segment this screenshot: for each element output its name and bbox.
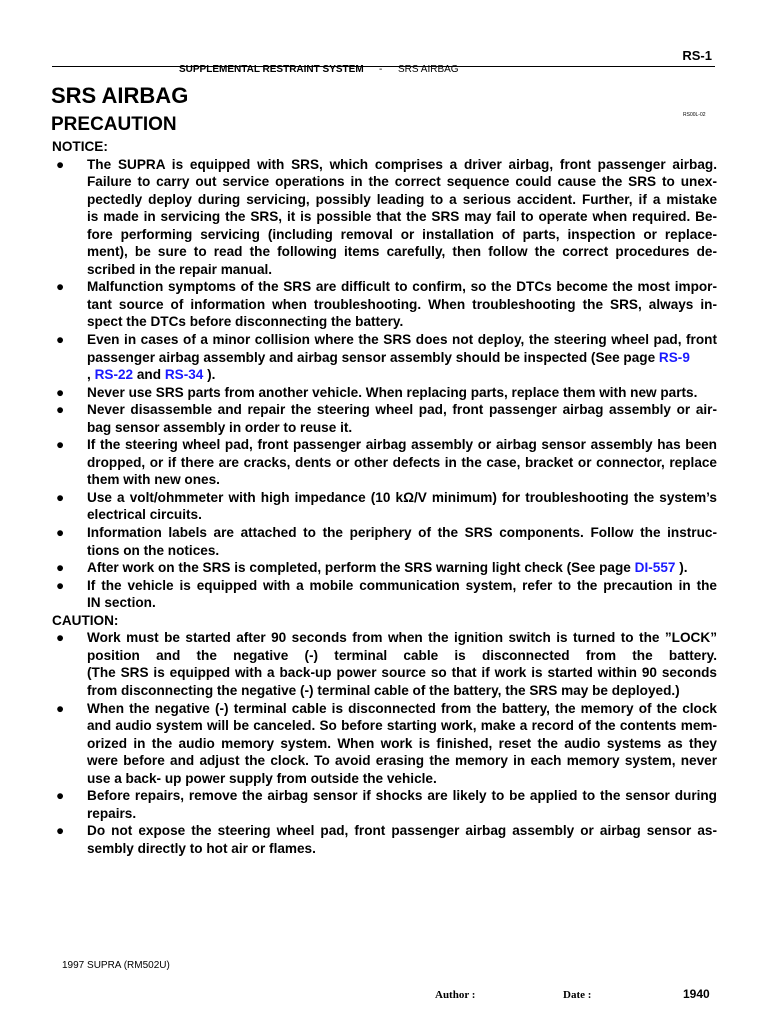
- item-line: Use a volt/ohmmeter with high impedance (10 kΩ/V minimum) for troubleshooting the system’s: [87, 489, 717, 505]
- caution-list: [52, 629, 717, 857]
- bullet-icon: ●: [56, 489, 65, 505]
- item-line: fore performing servicing (including removal or installation of parts, inspection or replace-: [87, 226, 717, 242]
- item-line: bag sensor assembly in order to reuse it.: [87, 419, 353, 435]
- item-line: them with new ones.: [87, 472, 220, 488]
- item-line: repairs.: [87, 805, 137, 821]
- footer-author-label: Author :: [435, 989, 476, 1001]
- item-line: Malfunction symptoms of the SRS are difficult to confirm, so the DTCs become the most impor-: [87, 279, 717, 295]
- caution-item: [52, 700, 717, 788]
- link-tail: ).: [207, 367, 216, 383]
- page-link[interactable]: RS-22: [94, 367, 134, 383]
- item-line: scribed in the repair manual.: [87, 261, 273, 277]
- caution-item: [52, 629, 717, 699]
- item-line: Failure to carry out service operations in the correct sequence could cause the SRS to unex-: [87, 174, 717, 190]
- notice-item: [52, 577, 717, 612]
- item-line: If the steering wheel pad, front passenger airbag assembly or airbag sensor assembly has been: [87, 437, 717, 453]
- item-line: The SUPRA is equipped with SRS, which comprises a driver airbag, front passenger airbag.: [87, 156, 717, 172]
- footer-page-number: 1940: [683, 987, 710, 1001]
- bullet-icon: ●: [56, 332, 65, 348]
- item-line-wrap: [87, 366, 717, 384]
- item-line: tions on the notices.: [87, 542, 220, 558]
- section-title: PRECAUTION: [51, 114, 177, 135]
- item-line-wrap: [87, 349, 717, 367]
- item-line: spect the DTCs before disconnecting the battery.: [87, 314, 404, 330]
- notice-item: [52, 489, 717, 524]
- caution-label: CAUTION:: [52, 612, 119, 628]
- notice-label: NOTICE:: [52, 139, 108, 154]
- header-subsection: SRS AIRBAG: [398, 64, 459, 75]
- caution-item: [52, 822, 717, 857]
- bullet-icon: ●: [56, 279, 65, 295]
- item-line: ment), be sure to read the following items carefully, then follow the correct procedures de-: [87, 244, 717, 260]
- footer-date-label: Date :: [563, 989, 592, 1001]
- page-title: SRS AIRBAG: [51, 83, 189, 108]
- item-line: Do not expose the steering wheel pad, front passenger airbag assembly or airbag sensor as-: [87, 823, 717, 839]
- bullet-icon: ●: [56, 525, 65, 541]
- page-link[interactable]: DI-557: [634, 560, 676, 576]
- item-line: from disconnecting the negative (-) terminal cable of the battery, the SRS may be deployed.): [87, 682, 680, 698]
- item-line: IN section.: [87, 595, 156, 611]
- item-line: Work must be started after 90 seconds from when the ignition switch is turned to the ”LOCK”: [87, 630, 717, 646]
- bullet-icon: ●: [56, 156, 65, 172]
- item-line: dropped, or if there are cracks, dents or other defects in the case, bracket or connector, replace: [87, 454, 717, 470]
- notice-item: [52, 156, 717, 279]
- item-line: use a back- up power supply from outside the vehicle.: [87, 770, 437, 786]
- item-line: If the vehicle is equipped with a mobile communication system, refer to the precaution in the: [87, 577, 717, 593]
- bullet-icon: ●: [56, 437, 65, 453]
- item-text: passenger airbag assembly and airbag sensor assembly should be inspected (See page: [87, 349, 659, 365]
- item-line: pectedly deploy during servicing, possibly leading to a serious accident. Further, if a mistake: [87, 191, 717, 207]
- page-link[interactable]: RS-34: [164, 367, 204, 383]
- notice-item: [52, 436, 717, 489]
- item-line: tant source of information when troubleshooting. When troubleshooting the SRS, always in-: [87, 296, 717, 312]
- bullet-icon: ●: [56, 384, 65, 400]
- bullet-icon: ●: [56, 788, 65, 804]
- item-line: were before and adjust the clock. To avoid erasing the memory in each memory system, never: [87, 753, 717, 769]
- notice-item: [52, 559, 717, 577]
- document-body: [52, 138, 717, 857]
- item-line: Never use SRS parts from another vehicle. When replacing parts, replace them with new parts.: [87, 384, 698, 400]
- item-line: (The SRS is equipped with a back-up power source so that if work is started within 90 seconds: [87, 665, 717, 681]
- item-line: is made in servicing the SRS, it is possible that the SRS may fail to operate when required. Be-: [87, 209, 717, 225]
- header-section: SUPPLEMENTAL RESTRAINT SYSTEM: [179, 64, 364, 75]
- notice-item: [52, 278, 717, 331]
- link-tail: ).: [679, 560, 688, 576]
- header-rule: [52, 66, 715, 67]
- item-line: position and the negative (-) terminal cable is disconnected from the battery.: [87, 647, 717, 663]
- reference-code: RS00L-02: [683, 112, 706, 118]
- item-line: electrical circuits.: [87, 507, 202, 523]
- item-line: orized in the audio memory system. When work is finished, reset the audio systems as they: [87, 735, 717, 751]
- item-line: Even in cases of a minor collision where the SRS does not deploy, the steering wheel pad, front: [87, 332, 717, 348]
- footer-model: 1997 SUPRA (RM502U): [62, 960, 170, 971]
- bullet-icon: ●: [56, 402, 65, 418]
- bullet-icon: ●: [56, 823, 65, 839]
- bullet-icon: ●: [56, 577, 65, 593]
- header-separator: -: [379, 64, 383, 75]
- link-separator: ,: [87, 367, 91, 383]
- item-line: Information labels are attached to the periphery of the SRS components. Follow the instruc-: [87, 525, 717, 541]
- page-id: RS-1: [682, 48, 712, 63]
- caution-item: [52, 787, 717, 822]
- item-line: and audio system will be canceled. So before starting work, make a record of the contents mem-: [87, 718, 717, 734]
- notice-item: [52, 384, 717, 402]
- item-line: sembly directly to hot air or flames.: [87, 840, 316, 856]
- item-line-wrap: [87, 559, 717, 577]
- bullet-icon: ●: [56, 560, 65, 576]
- item-line: When the negative (-) terminal cable is disconnected from the battery, the memory of the clock: [87, 700, 717, 716]
- bullet-icon: ●: [56, 700, 65, 716]
- bullet-icon: ●: [56, 630, 65, 646]
- item-text: After work on the SRS is completed, perform the SRS warning light check (See page: [87, 560, 635, 576]
- page-link[interactable]: RS-9: [658, 349, 690, 365]
- link-and: and: [136, 367, 162, 383]
- notice-item: [52, 401, 717, 436]
- item-line: Before repairs, remove the airbag sensor if shocks are likely to be applied to the sensor during: [87, 788, 717, 804]
- notice-item: [52, 524, 717, 559]
- item-line: Never disassemble and repair the steering wheel pad, front passenger airbag assembly or air-: [87, 402, 717, 418]
- notice-item: [52, 331, 717, 384]
- notice-list: [52, 156, 717, 612]
